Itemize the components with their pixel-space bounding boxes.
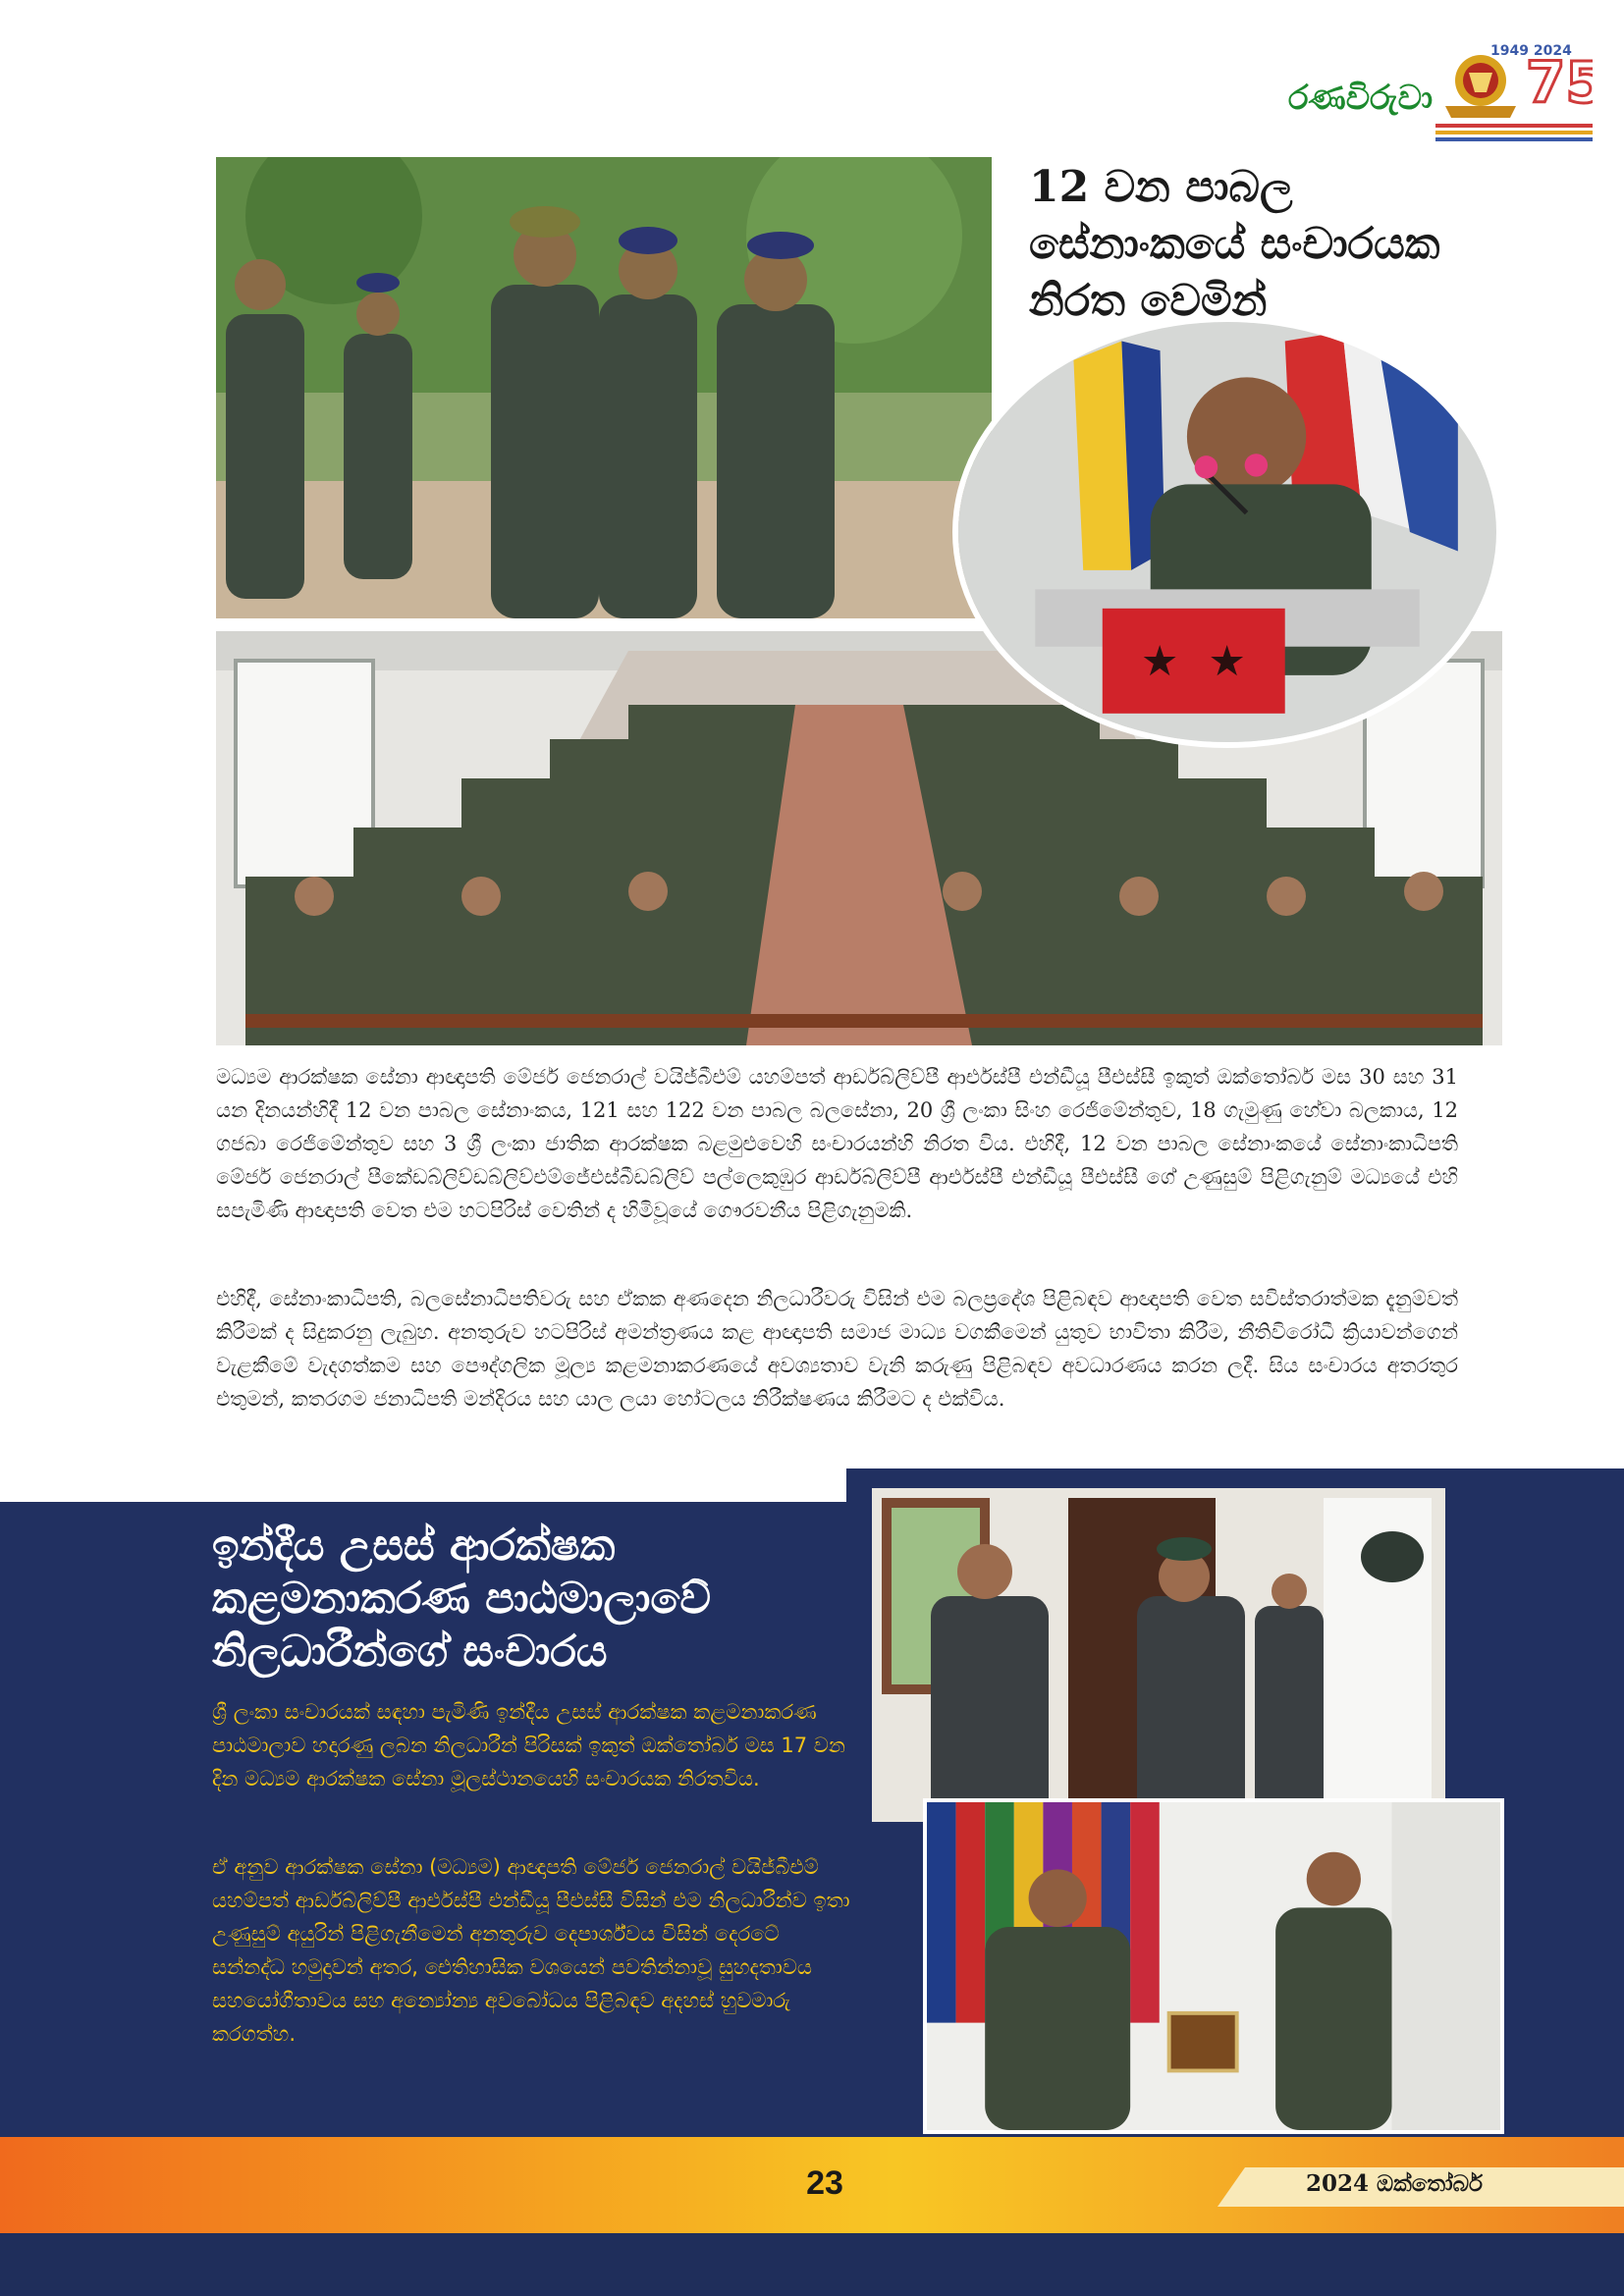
article1-title-line: නිරත වෙමින් (1029, 276, 1268, 326)
article2-title-line: කළමනාකරණ පාඨමාලාවේ (212, 1574, 711, 1624)
magazine-brand: රණවිරුවා (1288, 79, 1434, 118)
photo-speaker-podium (952, 316, 1502, 748)
article1-paragraph: මධ්‍යම ආරක්ෂක සේනා ආඥාපති මේජර් ජෙනරාල් වයිජ්බීඑම් යහම්පත් ආර්ඩබ්ලිව්පී ආර්එස්පී එන්ඩීයූ පීඑස්සී ඉකුත් ඔක්තෝබර් මස 30 සහ 31 යන දිනයන්හිදී 12 වන පාබල සේනාංකය, 121 සහ 122 වන පාබල බලසේනා, 20 ශ්‍රී ලංකා සිංහ රෙජිමේන්තුව, 18 ගැමුණු හේවා බලකාය, 12 ගජබා රෙජිමේන්තුව සහ 3 ශ්‍රී ලංකා ජාතික ආරක්ෂක බළමුළුවෙහි සංචාරයන්හි නිරත විය. එහිදී, 12 වන පාබල සේනාංකයේ සේනාංකාධිපති මේජර් ජෙනරාල් පීකේඩබ්ලිව්ඩබ්ලිව්එම්ජේඑස්බීඩබ්ලිව් පල්ලෙකුඹුර ආර්ඩබ්ලිව්පී ආර්එස්පී එන්ඩීයූ පීඑස්සී ගේ උණුසුම් පිළිගැනුම් මධ්‍යයේ එහි සපැමිණි ආඥාපති වෙත එම හටපිරිස් වෙතින් ද හිමිවූයේ ගෞරවනීය පිළිගැනුමකි. (216, 1065, 1458, 1222)
photo-handshake-outdoor (216, 157, 992, 618)
svg-text:★: ★ (1208, 637, 1247, 686)
article2-title-line: ඉන්දීය උසස් ආරක්ෂක (212, 1521, 616, 1571)
article2-paragraph: ශ්‍රී ලංකා සංචාරයක් සඳහා පැමිණි ඉන්දීය උසස් ආරක්ෂක කළමනාකරණ පාඨමාලාව හදාරණු ලබන නිලධාරීන් පිරිසක් ඉකුත් ඔක්තෝබර් මස 17 වන දින මධ්‍යම ආරක්ෂක සේනා මූලස්ථානයෙහි සංචාරයක නිරතවිය. (212, 1700, 845, 1790)
anniversary-logo (1435, 33, 1593, 141)
issue-date: 2024 ඔක්තෝබර් (1306, 2170, 1483, 2197)
photo-handshake-doorway (872, 1488, 1445, 1822)
article2-paragraph: ඒ අනුව ආරක්ෂක සේනා (මධ්‍යම) ආඥාපති මේජර් ජෙනරාල් වයිජ්බීඑම් යහම්පත් ආර්ඩබ්ලිව්පී ආර්එස්පී එන්ඩීයූ පීඑස්සී විසින් එම නිලධාරීන්ව ඉතා උණුසුම් අයුරින් පිළිගැනීමෙන් අනතුරුව දෙපාර්ශ්වය විසින් දෙරටේ සන්නද්ධ හමුදාවන් අතර, ඓතිහාසික වශයෙන් පවතින්නාවූ සුහදතාවය සහයෝගීතාවය සහ අන්‍යෝන්‍ය අවබෝධය පිළිබඳව අදහස් හුවමාරු කරගත්හ. (212, 1855, 850, 2046)
logo-years: 1949 2024 (1490, 43, 1572, 59)
article1-title-line: 12 වන පාබල (1029, 162, 1293, 212)
footer-navy-strip (0, 2233, 1624, 2296)
article1-paragraph: එහිදී, සේනාංකාධිපති, බලසේනාධිපතිවරු සහ ඒකක අණදෙන නිලධාරීවරු විසින් එම බලප්‍රදේශ පිළිබඳව ආඥාපති වෙත සවිස්තරාත්මක දැනුම්වත් කිරීමක් ද සිදුකරනු ලැබුහ. අනතුරුව හටපිරිස් අමන්ත්‍රණය කළ ආඥාපති සමාජ මාධ්‍ය වගකීමෙන් යුතුව භාවිතා කිරීම, නීතිවිරෝධී ක්‍රියාවන්ගෙන් වැළකීමේ වැදගත්කම සහ පෞද්ගලික මූල්‍ය කළමනාකරණයේ අවශ්‍යතාව වැනි කරුණු පිළිබඳව අවධාරණය කරන ලදී. සිය සංචාරය අතරතුර එතුමන්, කතරගම ජනාධිපති මන්දිරය සහ යාල ලයා හෝටලය නිරීක්ෂණය කිරීමට ද එක්විය. (216, 1287, 1458, 1411)
army-crest-icon (1445, 55, 1516, 118)
logo-number: 75 (1526, 49, 1593, 116)
page-number: 23 (806, 2164, 843, 2202)
svg-text:★: ★ (1140, 637, 1179, 686)
article2-title (212, 1520, 840, 1679)
article1-title (1029, 159, 1579, 330)
article1-title-line: සේනාංකයේ සංචාරයක (1029, 219, 1440, 269)
photo-plaque-presentation (923, 1798, 1504, 2134)
article2-title-line: නිලධාරීන්ගේ සංචාරය (212, 1627, 608, 1677)
